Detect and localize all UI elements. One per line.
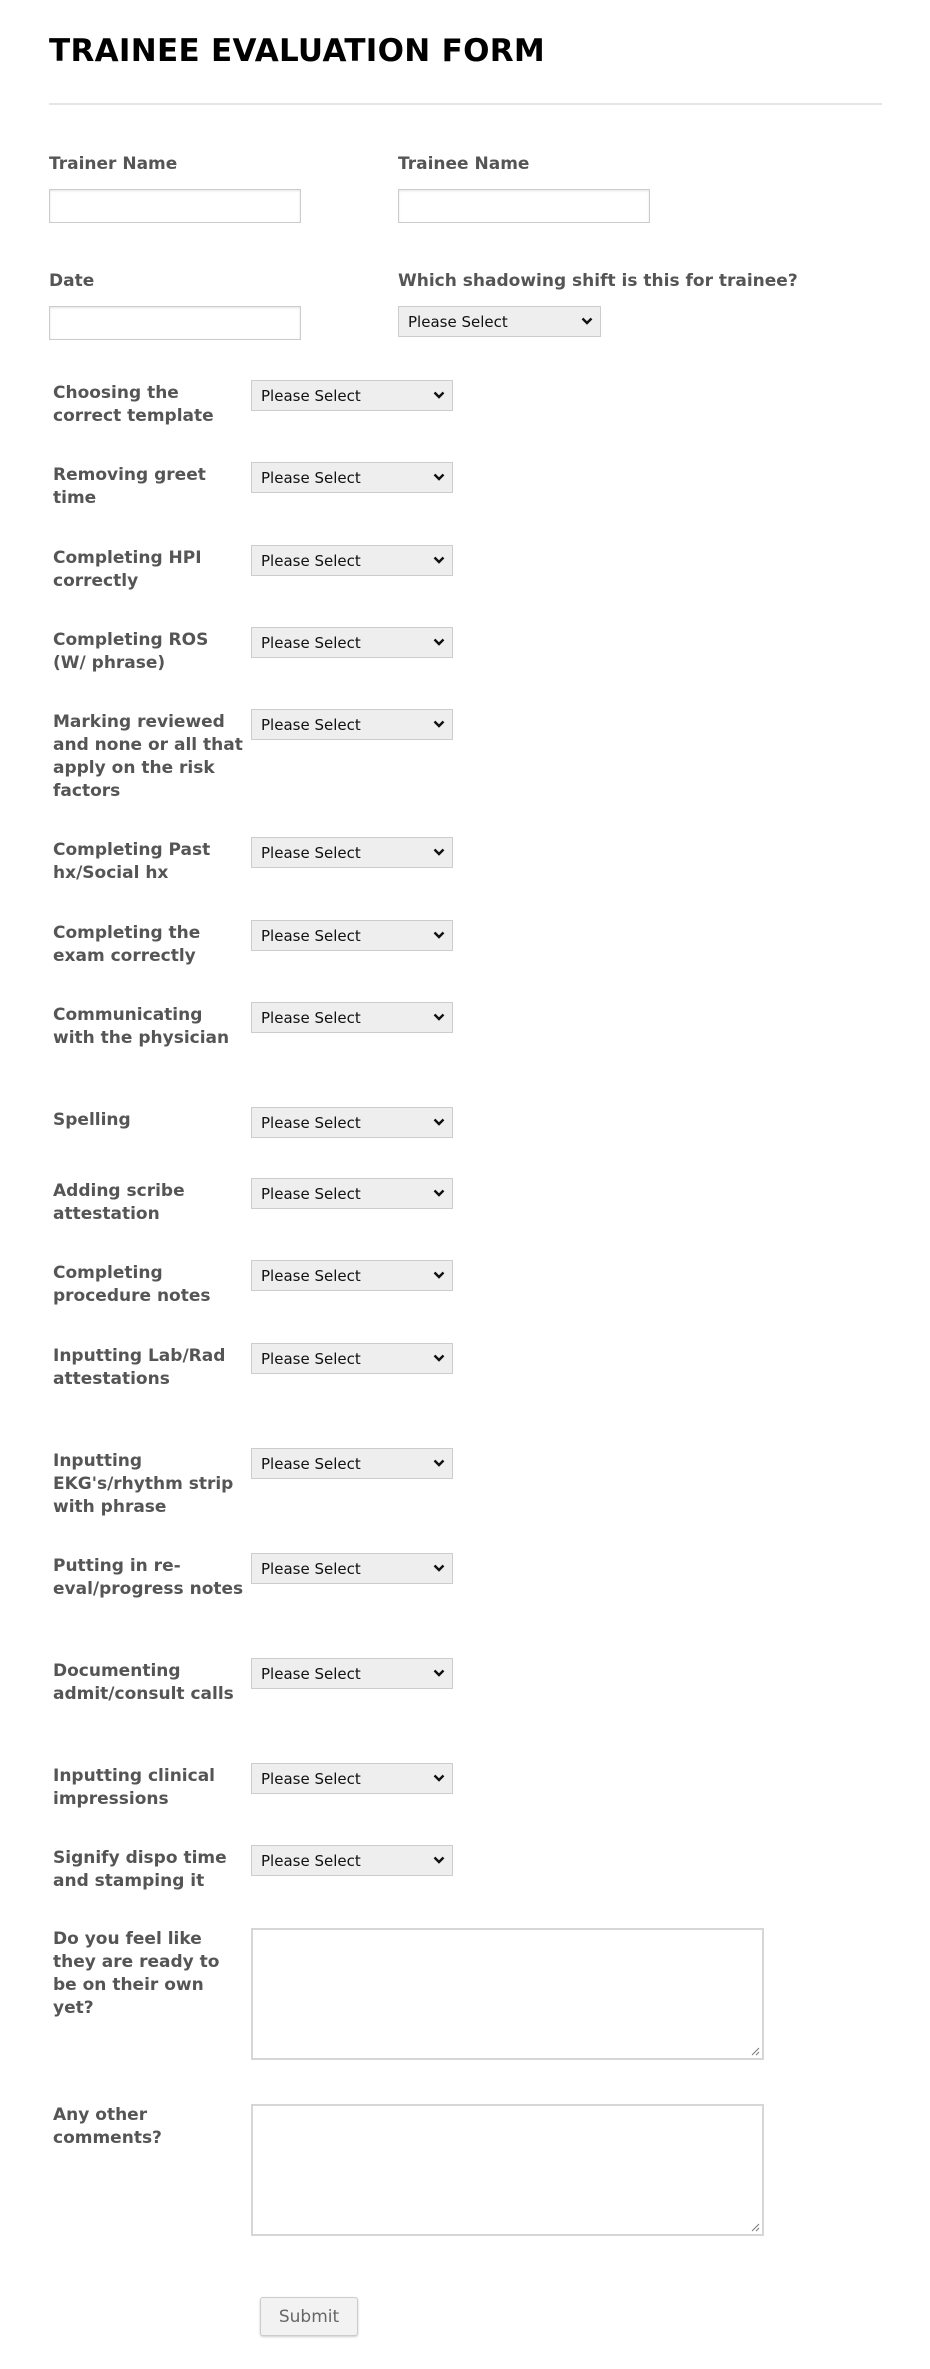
criteria-select-value: Please Select xyxy=(261,1184,361,1203)
shift-label: Which shadowing shift is this for trainee? xyxy=(398,271,798,291)
chevron-down-icon xyxy=(581,316,593,326)
trainer-name-input[interactable] xyxy=(49,189,301,223)
criteria-select[interactable] xyxy=(251,920,453,951)
chevron-down-icon xyxy=(433,637,445,647)
criteria-label: Completing the exam correctly xyxy=(53,923,201,966)
criteria-select[interactable] xyxy=(251,1448,453,1479)
criteria-select-value: Please Select xyxy=(261,1851,361,1870)
chevron-down-icon xyxy=(433,719,445,729)
criteria-select[interactable] xyxy=(251,1002,453,1033)
criteria-select[interactable] xyxy=(251,1260,453,1291)
criteria-select-value: Please Select xyxy=(261,551,361,570)
criteria-select[interactable] xyxy=(251,837,453,868)
criteria-label: Putting in re-eval/progress notes xyxy=(53,1556,244,1599)
chevron-down-icon xyxy=(433,472,445,482)
criteria-label: Completing HPI correctly xyxy=(53,548,202,591)
criteria-label: Inputting Lab/Rad attestations xyxy=(53,1346,226,1389)
criteria-select[interactable] xyxy=(251,1763,453,1794)
submit-button[interactable]: Submit xyxy=(260,2297,358,2336)
criteria-select-value: Please Select xyxy=(261,1008,361,1027)
chevron-down-icon xyxy=(433,847,445,857)
ready-question-label: Do you feel like they are ready to be on their own yet? xyxy=(53,1929,220,2018)
criteria-select[interactable] xyxy=(251,1658,453,1689)
criteria-label: Inputting EKG's/rhythm strip with phrase xyxy=(53,1451,234,1517)
criteria-label: Documenting admit/consult calls xyxy=(53,1661,234,1704)
comments-textarea[interactable] xyxy=(251,2104,764,2236)
chevron-down-icon xyxy=(433,1458,445,1468)
criteria-select[interactable] xyxy=(251,709,453,740)
criteria-select[interactable] xyxy=(251,1343,453,1374)
criteria-select-value: Please Select xyxy=(261,633,361,652)
comments-label: Any other comments? xyxy=(53,2105,162,2148)
criteria-select[interactable] xyxy=(251,1845,453,1876)
ready-question-textarea[interactable] xyxy=(251,1928,764,2060)
date-input[interactable] xyxy=(49,306,301,340)
criteria-select-value: Please Select xyxy=(261,926,361,945)
criteria-label: Completing procedure notes xyxy=(53,1263,211,1306)
criteria-select[interactable] xyxy=(251,627,453,658)
chevron-down-icon xyxy=(433,1668,445,1678)
chevron-down-icon xyxy=(433,1855,445,1865)
criteria-select-value: Please Select xyxy=(261,1454,361,1473)
shift-select[interactable] xyxy=(398,306,601,337)
chevron-down-icon xyxy=(433,1270,445,1280)
chevron-down-icon xyxy=(433,1117,445,1127)
criteria-select-value: Please Select xyxy=(261,1769,361,1788)
title-divider xyxy=(49,103,882,105)
criteria-label: Completing Past hx/Social hx xyxy=(53,840,211,883)
trainer-name-label: Trainer Name xyxy=(49,154,178,174)
criteria-label: Adding scribe attestation xyxy=(53,1181,185,1224)
criteria-select[interactable] xyxy=(251,1107,453,1138)
criteria-select-value: Please Select xyxy=(261,386,361,405)
criteria-select-value: Please Select xyxy=(261,1266,361,1285)
criteria-label: Removing greet time xyxy=(53,465,206,508)
chevron-down-icon xyxy=(433,1353,445,1363)
criteria-select-value: Please Select xyxy=(261,715,361,734)
criteria-select[interactable] xyxy=(251,380,453,411)
criteria-label: Spelling xyxy=(53,1110,131,1130)
chevron-down-icon xyxy=(433,1012,445,1022)
criteria-select-value: Please Select xyxy=(261,1559,361,1578)
criteria-select[interactable] xyxy=(251,1178,453,1209)
chevron-down-icon xyxy=(433,1563,445,1573)
criteria-select-value: Please Select xyxy=(261,1349,361,1368)
chevron-down-icon xyxy=(433,930,445,940)
criteria-label: Marking reviewed and none or all that apply on the risk factors xyxy=(53,712,243,801)
chevron-down-icon xyxy=(433,555,445,565)
criteria-label: Communicating with the physician xyxy=(53,1005,230,1048)
trainee-name-label: Trainee Name xyxy=(398,154,530,174)
chevron-down-icon xyxy=(433,1773,445,1783)
chevron-down-icon xyxy=(433,390,445,400)
resize-grip-icon[interactable] xyxy=(750,2222,760,2232)
criteria-select[interactable] xyxy=(251,545,453,576)
date-label: Date xyxy=(49,271,95,291)
criteria-select-value: Please Select xyxy=(261,1113,361,1132)
criteria-select[interactable] xyxy=(251,462,453,493)
criteria-select-value: Please Select xyxy=(261,468,361,487)
criteria-select[interactable] xyxy=(251,1553,453,1584)
criteria-label: Signify dispo time and stamping it xyxy=(53,1848,227,1891)
resize-grip-icon[interactable] xyxy=(750,2046,760,2056)
page-title: TRAINEE EVALUATION FORM xyxy=(49,33,546,69)
criteria-select-value: Please Select xyxy=(261,843,361,862)
criteria-label: Completing ROS (W/ phrase) xyxy=(53,630,209,673)
chevron-down-icon xyxy=(433,1188,445,1198)
criteria-label: Choosing the correct template xyxy=(53,383,214,426)
criteria-select-value: Please Select xyxy=(261,1664,361,1683)
criteria-label: Inputting clinical impressions xyxy=(53,1766,216,1809)
shift-select-value: Please Select xyxy=(408,312,508,331)
trainee-name-input[interactable] xyxy=(398,189,650,223)
